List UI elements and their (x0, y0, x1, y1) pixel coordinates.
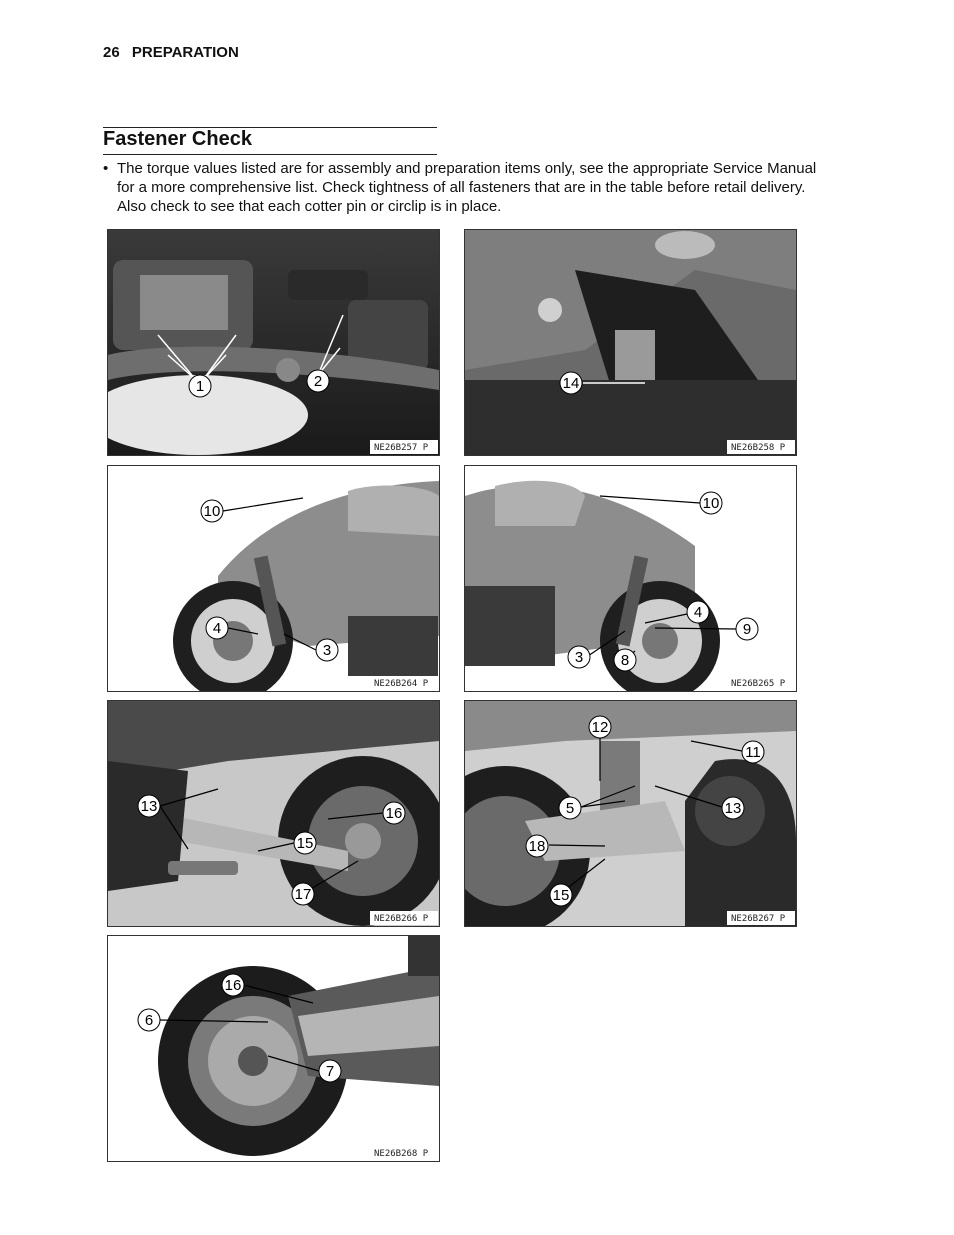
callout-label: 1 (195, 378, 205, 395)
figure-code: NE26B268 P (374, 1149, 429, 1159)
heading-bottom-rule (103, 154, 437, 155)
callout-label: 4 (212, 620, 222, 637)
callout-marker (201, 500, 223, 522)
callout-marker (589, 716, 611, 738)
callout-label: 11 (745, 744, 761, 761)
callout-label: 16 (385, 805, 403, 822)
callout-label: 3 (322, 642, 332, 659)
callout-label: 16 (224, 977, 242, 994)
callout-marker (206, 617, 228, 639)
callout-label: 3 (574, 649, 584, 666)
paragraph-text: The torque values listed are for assembly and preparation items only, see the appropriate Service Manual for a more comprehensive list. Check tightness of all fasteners that are in the table before retail delivery. Also check to see that each cotter pin or circlip is in place. (117, 160, 817, 215)
callout-label: 7 (325, 1063, 335, 1080)
callout-label: 14 (562, 375, 580, 392)
callout-label: 5 (565, 800, 575, 817)
callout-label: 10 (203, 503, 221, 520)
callout-marker (319, 1060, 341, 1082)
figure-code: NE26B257 P (374, 443, 429, 453)
callout-marker (383, 802, 405, 824)
callout-marker (568, 646, 590, 668)
figure-code: NE26B258 P (731, 443, 786, 453)
callout-label: 6 (144, 1012, 154, 1029)
callout-label: 18 (528, 838, 546, 855)
figure-fairing-bolt (464, 229, 797, 456)
callout-marker (687, 601, 709, 623)
callout-marker (560, 372, 582, 394)
callout-marker (722, 797, 744, 819)
callout-marker (292, 883, 314, 905)
section-name: PREPARATION (131, 44, 239, 61)
callout-marker (307, 370, 329, 392)
callout-label: 12 (591, 719, 609, 736)
figure-code: NE26B265 P (731, 679, 786, 689)
callout-marker (189, 375, 211, 397)
instruction-paragraph (103, 159, 823, 216)
figure-front-left (107, 465, 440, 692)
callout-marker (742, 741, 764, 763)
bullet-icon: • (103, 160, 109, 177)
callout-marker (614, 649, 636, 671)
callout-marker (316, 639, 338, 661)
callout-marker (138, 795, 160, 817)
callout-marker (700, 492, 722, 514)
figure-code: NE26B266 P (374, 914, 429, 924)
callout-label: 15 (296, 835, 314, 852)
callout-marker (294, 832, 316, 854)
callout-label: 17 (294, 886, 312, 903)
figure-code: NE26B264 P (374, 679, 429, 689)
figure-rear-caliper (107, 935, 440, 1162)
figure-rear-right (464, 700, 797, 927)
figure-rear-left (107, 700, 440, 927)
figure-code: NE26B267 P (731, 914, 786, 924)
callout-marker (138, 1009, 160, 1031)
callout-marker (526, 835, 548, 857)
callout-marker (736, 618, 758, 640)
callout-label: 2 (313, 373, 323, 390)
callout-label: 8 (620, 652, 630, 669)
callout-label: 13 (724, 800, 742, 817)
callout-label: 13 (140, 798, 158, 815)
figure-handlebar (107, 229, 440, 456)
page-header (103, 44, 239, 61)
callout-label: 15 (552, 887, 570, 904)
section-title: Fastener Check (103, 128, 252, 150)
callout-marker (559, 797, 581, 819)
figure-front-right (464, 465, 797, 692)
callout-marker (222, 974, 244, 996)
callout-label: 4 (693, 604, 703, 621)
callout-label: 10 (702, 495, 720, 512)
callout-label: 9 (742, 621, 752, 638)
page-number: 26 (103, 44, 120, 61)
callout-marker (550, 884, 572, 906)
